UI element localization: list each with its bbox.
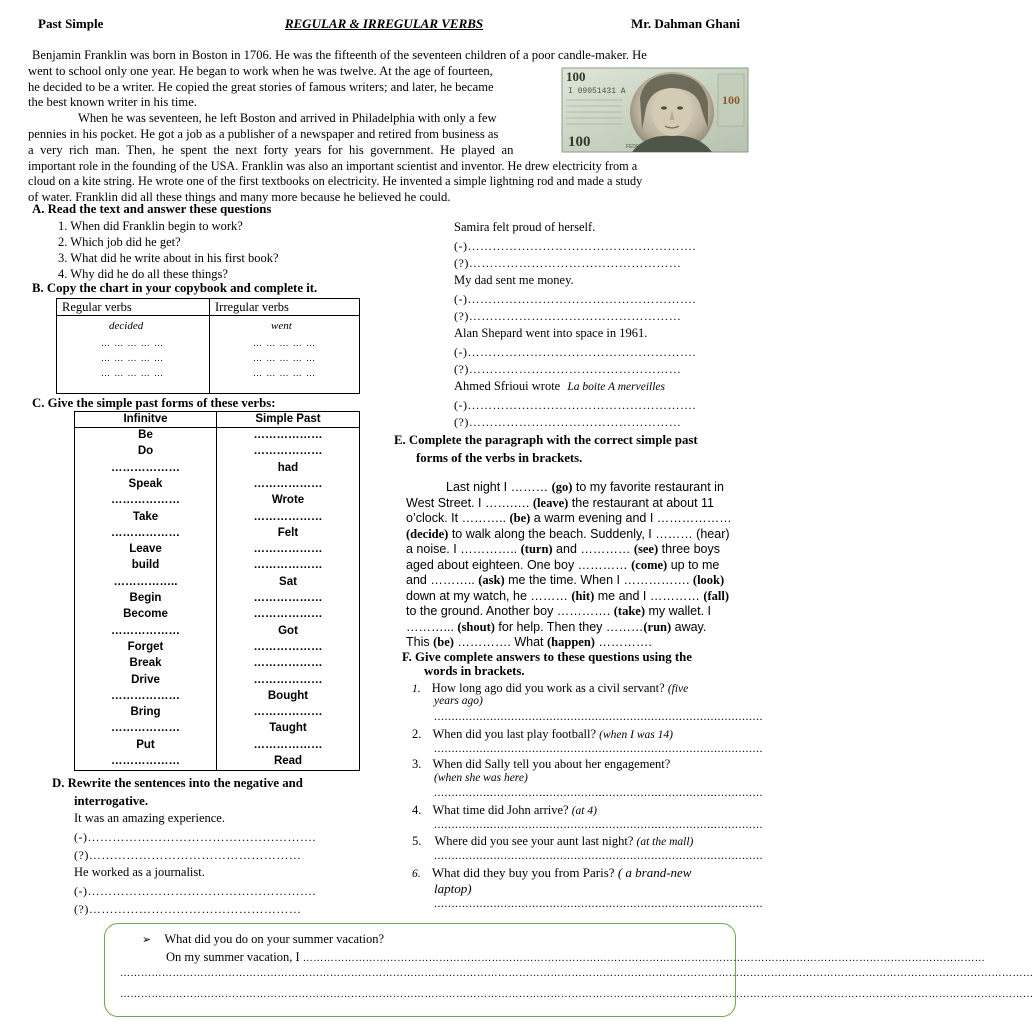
bill-denomination-side: 100 bbox=[722, 93, 740, 107]
interrogative-blank: (?)…………………………………………… bbox=[454, 362, 682, 376]
f-question-hint: (when I was 14) bbox=[599, 729, 673, 741]
table-row bbox=[75, 721, 360, 737]
bill-small-print: FEDERAL RESERVE NOTE bbox=[626, 144, 690, 150]
negative-blank: (-)………………………………………………. bbox=[454, 292, 696, 306]
section-c-title: C. Give the simple past forms of these verbs: bbox=[32, 396, 276, 410]
f-question-text: When did you last play football? bbox=[432, 727, 597, 741]
f-question-text: When did Sally tell you about her engagement? bbox=[432, 757, 671, 771]
table-row bbox=[75, 558, 360, 574]
section-b-title: B. Copy the chart in your copybook and complete it. bbox=[32, 281, 318, 295]
f-question-number: 4. bbox=[412, 803, 422, 817]
book-title: La boite A merveilles bbox=[567, 381, 665, 393]
simple-past-cell: ……………… bbox=[217, 607, 360, 623]
infinitive-cell: Do bbox=[75, 444, 217, 460]
chart-blank: … … … … … bbox=[101, 338, 164, 348]
negative-blank: (-)………………………………………………. bbox=[454, 398, 696, 412]
infinitive-cell: ……………… bbox=[75, 721, 217, 737]
section-d-title: D. Rewrite the sentences into the negative and bbox=[52, 776, 303, 790]
infinitive-cell: build bbox=[75, 558, 217, 574]
reading-line: cloud on a kite string. He wrote one of the first textbooks on electricity. He invented a simple lightning rod and made a study bbox=[28, 174, 643, 189]
table-row bbox=[75, 493, 360, 509]
f-question-number: 6. bbox=[412, 868, 421, 880]
table-row bbox=[75, 509, 360, 525]
sentence-5: Alan Shepard went into space in 1961. bbox=[454, 326, 648, 340]
f-question-hint: (when she was here) bbox=[434, 772, 528, 784]
answer-line: .............................................................................................. bbox=[434, 817, 763, 831]
infinitive-cell: Put bbox=[75, 737, 217, 753]
bill-denomination-top: 100 bbox=[566, 69, 586, 84]
negative-blank: (-)………………………………………………. bbox=[454, 239, 696, 253]
simple-past-cell: Bought bbox=[217, 689, 360, 705]
f-question-text: What time did John arrive? bbox=[432, 803, 569, 817]
table-row bbox=[75, 705, 360, 721]
answer-line: .............................................................................................. bbox=[434, 848, 763, 862]
writing-question: What did you do on your summer vacation? bbox=[164, 932, 385, 946]
f-question-hint: (five bbox=[667, 683, 689, 695]
reading-line: important role in the founding of the USA. Franklin was also an important scientist and inventor. He drew electricity from a bbox=[28, 158, 638, 173]
f-question-number: 5. bbox=[412, 834, 422, 848]
sentence-2: He worked as a journalist. bbox=[74, 865, 205, 879]
table-row bbox=[75, 542, 360, 558]
simple-past-cell: Wrote bbox=[217, 493, 360, 509]
question-item: 3. What did he write about in his first book? bbox=[58, 251, 279, 265]
chart-header-regular: Regular verbs bbox=[62, 300, 132, 314]
hundred-dollar-bill-image bbox=[562, 68, 748, 152]
section-f-title-cont: words in brackets. bbox=[424, 664, 525, 678]
infinitive-cell: Become bbox=[75, 607, 217, 623]
table-row bbox=[75, 607, 360, 623]
table-header-infinitive: Infinitve bbox=[75, 412, 217, 428]
simple-past-cell: Felt bbox=[217, 526, 360, 542]
interrogative-blank: (?)…………………………………………… bbox=[454, 309, 682, 323]
chart-example-regular: decided bbox=[109, 320, 144, 332]
simple-past-cell: ……………… bbox=[217, 444, 360, 460]
worksheet-topic: Past Simple bbox=[38, 16, 104, 31]
reading-line: pennies in his pocket. He got a job as a publisher of a newspaper and retired from business as bbox=[28, 126, 499, 141]
simple-past-cell: ……………… bbox=[217, 656, 360, 672]
bill-serial-number: I 09051431 A bbox=[568, 87, 626, 96]
table-row bbox=[75, 672, 360, 688]
fill-in-paragraph: Last night I ……… (go) to my favorite restaurant in West Street. I …….…. (leave) the restaurant at about 11 o’clock. It ……….. (be) a warm evening and I ……………… (decide) to walk along the beach. Suddenly, I ……… (hear) a noise. I ………….. (turn) and ………… (see) three boys aged about eighteen. One boy ………… (come) up to me and ……….. (ask) me the time. When I ……………. (look) down at my watch, he ……… (hit) me and I ………… (fall) to the ground. Another boy …………. (take) my wallet. I ………... (shout) for help. Then they ………(run) away. This (be) …………. What (happen) …………. bbox=[406, 480, 732, 649]
table-row bbox=[75, 640, 360, 656]
simple-past-cell: ……………… bbox=[217, 705, 360, 721]
chart-example-irregular: went bbox=[271, 320, 292, 332]
answer-line: .............................................................................................. bbox=[434, 741, 763, 755]
f-question-hint: (at 4) bbox=[571, 805, 597, 817]
teacher-name: Mr. Dahman Ghani bbox=[631, 16, 740, 31]
f-question-number: 3. bbox=[412, 757, 422, 771]
f-question-hint-cont: laptop) bbox=[434, 881, 472, 896]
writing-starter: On my summer vacation, I bbox=[166, 950, 300, 964]
question-item: 1. When did Franklin begin to work? bbox=[58, 219, 243, 233]
simple-past-cell: Read bbox=[217, 754, 360, 770]
simple-past-cell: ……………… bbox=[217, 558, 360, 574]
section-f-title: F. Give complete answers to these questions using the bbox=[402, 650, 692, 664]
verbs-chart bbox=[56, 298, 360, 394]
worksheet-title: REGULAR & IRREGULAR VERBS bbox=[284, 16, 484, 31]
f-question-6 bbox=[412, 865, 691, 882]
negative-blank: (-)………………………………………………. bbox=[74, 884, 316, 898]
sentence-1: It was an amazing experience. bbox=[74, 811, 225, 825]
reading-line: Benjamin Franklin was born in Boston in 1706. He was the fifteenth of the seventeen children of a poor candle-maker. He bbox=[32, 48, 647, 62]
infinitive-cell: ……………… bbox=[75, 460, 217, 476]
question-item: 2. Which job did he get? bbox=[58, 235, 181, 249]
reading-line: a very rich man. Then, he spent the next forty years for his government. He played an bbox=[28, 142, 514, 157]
writing-starter-line bbox=[166, 950, 986, 965]
table-row bbox=[75, 689, 360, 705]
table-row bbox=[75, 460, 360, 476]
infinitive-cell: Begin bbox=[75, 591, 217, 607]
writing-blank: …………………………………………………………………………………………………………………………………………………………………………… bbox=[302, 953, 986, 964]
answer-line: .............................................................................................. bbox=[434, 785, 763, 799]
sentence-6 bbox=[454, 379, 665, 395]
simple-past-table bbox=[74, 411, 360, 771]
infinitive-cell: Speak bbox=[75, 477, 217, 493]
simple-past-cell: ……………… bbox=[217, 591, 360, 607]
chart-blank: … … … … … bbox=[253, 338, 316, 348]
table-row bbox=[75, 754, 360, 770]
writing-prompt bbox=[142, 932, 384, 947]
f-question-number: 1. bbox=[412, 683, 421, 695]
f-question-text: What did they buy you from Paris? bbox=[431, 865, 615, 880]
answer-line: .............................................................................................. bbox=[434, 709, 763, 723]
infinitive-cell: Be bbox=[75, 428, 217, 444]
section-e-title-cont: forms of the verbs in brackets. bbox=[416, 451, 583, 465]
reading-line: of water. Franklin did all these things and many more because he believed he could. bbox=[28, 190, 451, 205]
section-a-title: A. Read the text and answer these questions bbox=[32, 202, 272, 216]
writing-line: ……………………………………………………………………………………………………………………………………………………………………………………………………………………………………… bbox=[120, 968, 1034, 979]
chart-blank: … … … … … bbox=[101, 353, 164, 363]
f-question-hint-cont: years ago) bbox=[434, 695, 483, 707]
table-header-simple-past: Simple Past bbox=[217, 412, 360, 428]
chart-blank: … … … … … bbox=[101, 368, 164, 378]
interrogative-blank: (?)…………………………………………… bbox=[74, 848, 302, 862]
f-question-text: Where did you see your aunt last night? bbox=[434, 834, 634, 848]
simple-past-cell: ……………… bbox=[217, 542, 360, 558]
infinitive-cell: Drive bbox=[75, 672, 217, 688]
sentence-3: Samira felt proud of herself. bbox=[454, 220, 596, 234]
infinitive-cell: ……………… bbox=[75, 526, 217, 542]
table-row bbox=[75, 656, 360, 672]
infinitive-cell: Take bbox=[75, 509, 217, 525]
simple-past-cell: ……………… bbox=[217, 477, 360, 493]
table-row bbox=[75, 591, 360, 607]
simple-past-cell: had bbox=[217, 460, 360, 476]
f-question-hint: (at the mall) bbox=[636, 836, 694, 848]
reading-line: he decided to be a writer. He copied the great stories of famous writers; and later, he became bbox=[28, 79, 494, 94]
interrogative-blank: (?)…………………………………………… bbox=[454, 415, 682, 429]
writing-line: ……………………………………………………………………………………………………………………………………………………………………………………………………………………………………… bbox=[120, 989, 1034, 1000]
table-row bbox=[75, 526, 360, 542]
infinitive-cell: …………….. bbox=[75, 574, 217, 590]
infinitive-cell: ……………… bbox=[75, 493, 217, 509]
simple-past-cell: Taught bbox=[217, 721, 360, 737]
infinitive-cell: ……………… bbox=[75, 689, 217, 705]
table-row bbox=[75, 623, 360, 639]
table-row bbox=[75, 737, 360, 753]
infinitive-cell: Bring bbox=[75, 705, 217, 721]
simple-past-cell: ……………… bbox=[217, 640, 360, 656]
simple-past-cell: Sat bbox=[217, 574, 360, 590]
f-question-number: 2. bbox=[412, 727, 422, 741]
infinitive-cell: Forget bbox=[75, 640, 217, 656]
reading-line: went to school only one year. He began to work when he was twelve. At the age of fourteen, bbox=[28, 63, 493, 78]
bill-denomination-bottom: 100 bbox=[568, 134, 591, 150]
table-row bbox=[75, 574, 360, 590]
sentence-4: My dad sent me money. bbox=[454, 273, 574, 287]
chart-header-irregular: Irregular verbs bbox=[215, 300, 289, 314]
f-question-text: How long ago did you work as a civil servant? bbox=[431, 681, 665, 695]
interrogative-blank: (?)…………………………………………… bbox=[454, 256, 682, 270]
simple-past-cell: ……………… bbox=[217, 509, 360, 525]
simple-past-cell: ……………… bbox=[217, 428, 360, 444]
chart-blank: … … … … … bbox=[253, 353, 316, 363]
simple-past-cell: ……………… bbox=[217, 672, 360, 688]
f-question-hint: ( a brand-new bbox=[617, 865, 692, 880]
section-a-questions bbox=[58, 219, 279, 283]
infinitive-cell: Leave bbox=[75, 542, 217, 558]
section-d-title-cont: interrogative. bbox=[74, 794, 149, 808]
table-row bbox=[75, 477, 360, 493]
sentence-6-text: Ahmed Sfrioui wrote bbox=[454, 379, 561, 393]
interrogative-blank: (?)…………………………………………… bbox=[74, 902, 302, 916]
infinitive-cell: Break bbox=[75, 656, 217, 672]
f-question-3 bbox=[412, 757, 670, 772]
table-row bbox=[75, 444, 360, 460]
simple-past-cell: Got bbox=[217, 623, 360, 639]
infinitive-cell: ……………… bbox=[75, 754, 217, 770]
section-e-title: E. Complete the paragraph with the correct simple past bbox=[394, 433, 698, 447]
arrow-bullet-icon: ➢ bbox=[142, 934, 152, 946]
reading-line: the best known writer in his time. bbox=[28, 95, 197, 110]
answer-line: .............................................................................................. bbox=[434, 896, 763, 910]
chart-blank: … … … … … bbox=[253, 368, 316, 378]
infinitive-cell: ……………… bbox=[75, 623, 217, 639]
reading-line: When he was seventeen, he left Boston and arrived in Philadelphia with only a few bbox=[78, 111, 497, 126]
table-row bbox=[75, 428, 360, 444]
negative-blank: (-)………………………………………………. bbox=[74, 830, 316, 844]
question-item: 4. Why did he do all these things? bbox=[58, 267, 228, 281]
simple-past-cell: ……………… bbox=[217, 737, 360, 753]
negative-blank: (-)………………………………………………. bbox=[454, 345, 696, 359]
